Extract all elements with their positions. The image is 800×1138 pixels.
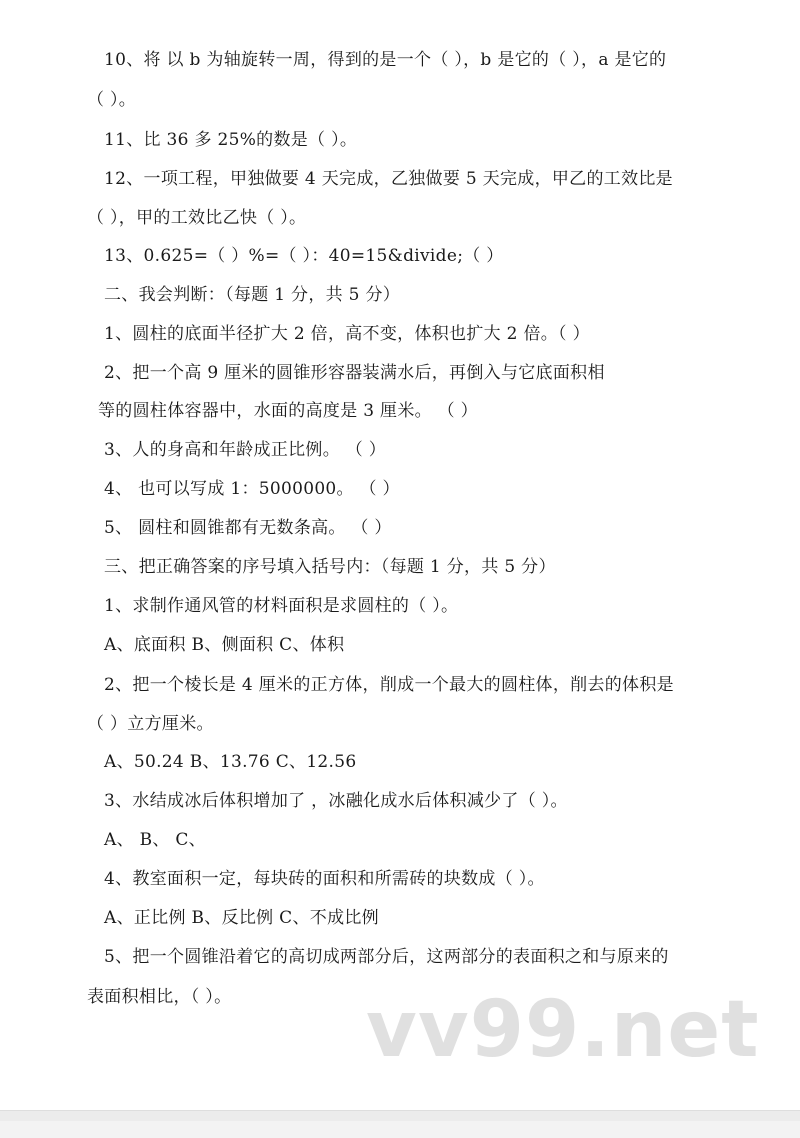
choice-question-5-line-1: 5、把一个圆锥沿着它的高切成两部分后，这两部分的表面积之和与原来的 [104,947,669,967]
section-3-heading: 三、把正确答案的序号填入括号内：（每题 1 分，共 5 分） [104,557,556,577]
judge-question-2-line-1: 2、把一个高 9 厘米的圆锥形容器装满水后，再倒入与它底面积相 [104,363,605,383]
page-bottom-strip [0,1121,800,1138]
choice-question-4-options: A、正比例 B、反比例 C、不成比例 [104,908,379,928]
judge-question-3: 3、人的身高和年龄成正比例。 （ ） [104,440,387,460]
choice-question-5-line-2: 表面积相比，（ ）。 [87,987,232,1007]
choice-question-3: 3、水结成冰后体积增加了 ，冰融化成水后体积减少了（ ）。 [104,791,568,811]
question-13: 13、0.625=（ ）%=（ ）：40=15&divide;（ ） [104,246,504,266]
choice-question-3-options: A、 B、 C、 [104,830,206,850]
choice-question-1: 1、求制作通风管的材料面积是求圆柱的（ ）。 [104,596,459,616]
choice-question-4: 4、教室面积一定，每块砖的面积和所需砖的块数成（ ）。 [104,869,545,889]
question-12-line-2: （ ），甲的工效比乙快（ ）。 [87,208,307,228]
site-watermark: vv99.net [366,985,760,1075]
choice-question-2-options: A、50.24 B、13.76 C、12.56 [104,752,357,772]
judge-question-5: 5、 圆柱和圆锥都有无数条高。 （ ） [104,518,392,538]
page-bottom-edge [0,1110,800,1138]
question-12-line-1: 12、一项工程，甲独做要 4 天完成，乙独做要 5 天完成，甲乙的工效比是 [104,169,673,189]
judge-question-2-line-2: 等的圆柱体容器中，水面的高度是 3 厘米。 （ ） [98,401,478,421]
choice-question-1-options: A、底面积 B、侧面积 C、体积 [104,635,345,655]
choice-question-2-line-2: （ ）立方厘米。 [87,714,214,734]
question-10-line-1: 10、将 以 b 为轴旋转一周，得到的是一个（ ），b 是它的（ ），a 是它的 [104,50,667,70]
question-10-line-2: （ ）。 [87,90,137,110]
judge-question-1: 1、圆柱的底面半径扩大 2 倍，高不变，体积也扩大 2 倍。（ ） [104,324,590,344]
section-2-heading: 二、我会判断：（每题 1 分，共 5 分） [104,285,401,305]
question-11: 11、比 36 多 25%的数是（ ）。 [104,130,358,150]
choice-question-2-line-1: 2、把一个棱长是 4 厘米的正方体，削成一个最大的圆柱体，削去的体积是 [104,675,674,695]
judge-question-4: 4、 也可以写成 1：5000000。 （ ） [104,479,400,499]
